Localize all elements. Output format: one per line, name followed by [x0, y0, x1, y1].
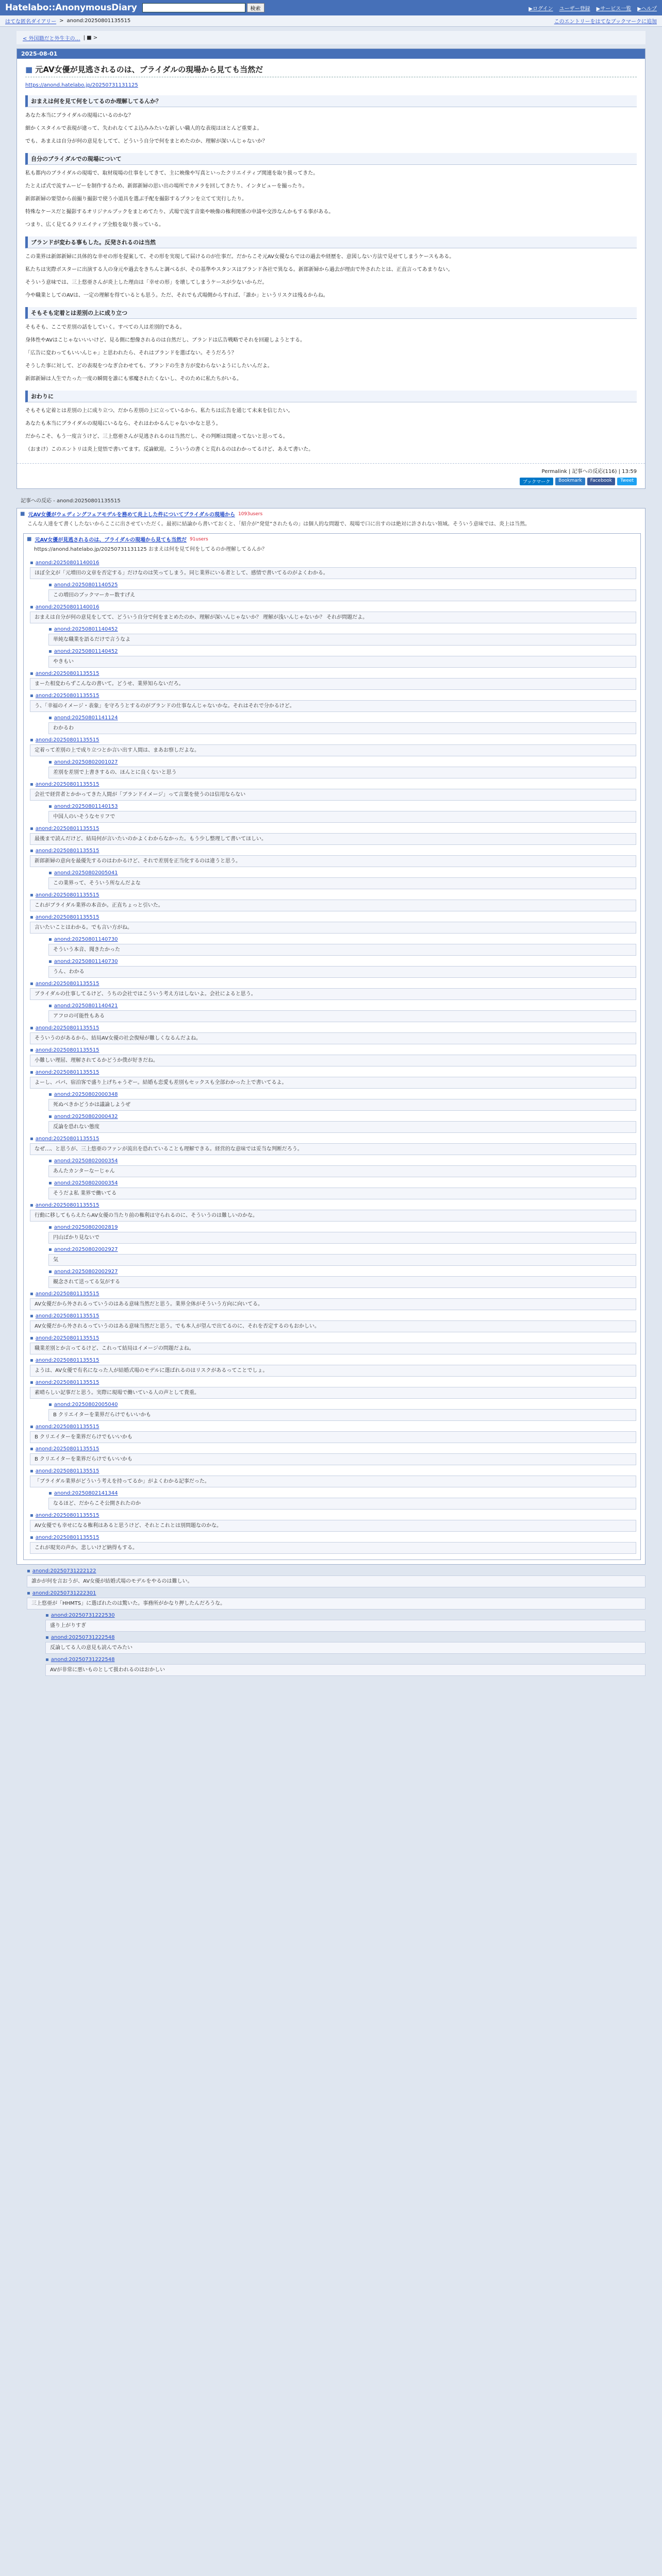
share-tweet-button[interactable]: Tweet	[617, 478, 637, 485]
reply-id-row	[30, 603, 636, 611]
reply-id-link[interactable]: ▪ anond:20250801135515	[35, 1358, 100, 1363]
reply	[30, 1422, 636, 1445]
reply-id-row	[30, 558, 636, 567]
section-heading: そもそも定着とは差別の上に成り立つ	[25, 307, 637, 319]
child-reply-text: そうだよ私 業界で働いてる	[48, 1188, 636, 1199]
child-reply-text: 気	[48, 1254, 636, 1266]
share-facebook-button[interactable]: Facebook	[587, 478, 615, 485]
menu-help[interactable]: ▶ヘルプ	[637, 6, 657, 12]
child-reply-id-row	[48, 1223, 636, 1231]
section-paragraph: 新郎新婦は人生でたった一度の瞬間を誰にも邪魔されたくないし、そのために私たちがいる。	[25, 376, 242, 382]
reply-text: 言いたいことはわかる。でも言い方がね。	[30, 922, 636, 934]
reply-id-row	[30, 1467, 636, 1475]
reply-id-link[interactable]: ▪ anond:20250731222122	[32, 1568, 96, 1574]
child-reply-text: この増田のブックマーカー数すげえ	[48, 589, 636, 601]
reply-id-link[interactable]: ▪ anond:20250801135515	[35, 1070, 100, 1075]
section-paragraph: 「広告に変わってもいいんじゃ」と思われたら、それはブランドを選ばない。そうだろう？	[25, 350, 237, 356]
section-paragraph: 私たちは実際ポスターに出演する人の身元や過去をきちんと調べるが、その基準やスタンスはブランド各社で異なる。新郎新婦から過去が理由で外されたとは、正直言ってあまりない。	[25, 267, 453, 273]
reply-id-link[interactable]: ▪ anond:20250801135515	[35, 1424, 100, 1430]
tail-replies	[16, 1567, 646, 1677]
section-heading: おわりに	[25, 391, 637, 402]
child-reply-id-link[interactable]: ▪ anond:20250802005041	[54, 870, 118, 876]
add-bookmark-link[interactable]: このエントリーをはてなブックマークに追加	[554, 19, 657, 25]
child-reply-text: 反論を恐れない態度	[48, 1121, 636, 1133]
reply	[30, 603, 636, 669]
child-reply-text: あんたカンターなーじゃん	[48, 1165, 636, 1177]
child-reply-text: 反論してる人の意見も読んでみたい	[45, 1642, 646, 1654]
reply-text: ブライダルの仕事してるけど、うちの会社ではこういう考え方はしないよ。会社によると思う。	[30, 988, 636, 1000]
reply-id-link[interactable]: ▪ anond:20250801135515	[35, 782, 100, 787]
reply	[30, 1467, 636, 1511]
reply	[30, 979, 636, 1024]
reply-text: おまえは自分が何の意見をしてて、どういう自分で何をまとめたのか、理解が深いんじゃないか？ 理解が浅いんじゃないか？ それが問題だよ。	[30, 612, 636, 623]
reply-id-row	[27, 1567, 646, 1575]
reply-id-link[interactable]: ▪ anond:20250801135515	[35, 1313, 100, 1319]
response-thread	[16, 508, 646, 1681]
child-reply	[48, 1267, 636, 1290]
bullet-icon: ■	[20, 511, 25, 517]
pager-sep: | ■ >	[83, 35, 98, 41]
child-reply-id-row	[48, 1400, 636, 1409]
reply	[30, 913, 636, 979]
reply-id-link[interactable]: ▪ anond:20250801135515	[35, 1291, 100, 1297]
reply	[27, 1567, 646, 1589]
child-reply-id-row	[45, 1655, 646, 1664]
reply-text: AV女優だから外されるっていうのはある意味当然だと思う。業界全体がそういう方向に向いてる。	[30, 1298, 636, 1310]
reply	[30, 891, 636, 913]
reply-text: ようは、AV女優で有名になった人が結婚式場のモデルに選ばれるのはリスクがあるってことでしょ。	[30, 1365, 636, 1377]
reply	[30, 1068, 636, 1134]
site-header	[0, 0, 662, 15]
reply-id-link[interactable]: ▪ anond:20250801135515	[35, 1335, 100, 1341]
child-reply-id-row	[48, 714, 636, 722]
child-reply-id-link[interactable]: ▪ anond:20250802002819	[54, 1225, 118, 1230]
section-paragraph: そうした事に対して、どの表現をつなぎ合わせても、ブランドの生き方が変わらないようにしたいんだよ。	[25, 363, 273, 369]
section-paragraph: 特殊なケースだと撮影するオリジナルブックをまとめてたり、式場で流す音楽や映像の権利関係の申請や交渉なんかもする事がある。	[25, 209, 334, 215]
breadcrumb	[0, 15, 662, 27]
child-reply-id-row	[48, 1090, 636, 1098]
reply-text: これがブライダル業界の本音か。正直ちょっと引いた。	[30, 900, 636, 911]
menu-register[interactable]: ユーザー登録	[559, 6, 590, 12]
reply-children	[30, 1157, 636, 1201]
child-reply-id-row	[48, 1157, 636, 1165]
reply-text: 小難しい理屈、理解されてるかどうか僕が好きだね。	[30, 1055, 636, 1066]
reply-id-row	[30, 979, 636, 988]
child-reply-id-link[interactable]: ▪ anond:20250731222548	[51, 1635, 115, 1640]
article-body	[17, 59, 645, 463]
reply-id-row	[30, 891, 636, 899]
child-reply-id-link[interactable]: ▪ anond:20250802141344	[54, 1490, 118, 1496]
root-response	[16, 508, 646, 1565]
reply-id-link[interactable]: ▪ anond:20250801135515	[35, 1025, 100, 1031]
search-button[interactable]: 検索	[247, 3, 264, 12]
child-reply-id-link[interactable]: ▪ anond:20250801140730	[54, 937, 118, 942]
child-reply	[48, 1157, 636, 1179]
child-reply-id-link[interactable]: ▪ anond:20250802000354	[54, 1158, 118, 1164]
child-reply-id-row	[48, 957, 636, 965]
reply-text: 「ブライダル業界がどういう考えを持ってるか」がよくわかる記事だった。	[30, 1476, 636, 1487]
child-reply-text: この業界って、そういう所なんだよな	[48, 877, 636, 889]
child-reply	[48, 758, 636, 780]
child-reply-id-row	[48, 802, 636, 810]
reply-children	[30, 935, 636, 979]
child-reply-text: 単純な職業を語るだけで言うなよ	[48, 634, 636, 646]
child-reply-id-link[interactable]: ▪ anond:20250801140153	[54, 804, 118, 809]
reply-id-row	[30, 736, 636, 744]
reply-id-link[interactable]: ▪ anond:20250801135515	[35, 671, 100, 676]
footer-links[interactable]: Permalink | 記事への反応(116) | 13:59	[541, 469, 637, 474]
child-reply-id-link[interactable]: ▪ anond:20250802000354	[54, 1180, 118, 1186]
reply-id-row	[30, 1378, 636, 1386]
reply-id-link[interactable]: ▪ anond:20250801135515	[35, 1202, 100, 1208]
search-input[interactable]	[142, 3, 245, 12]
section-heading: 自分のブライダルでの現場について	[25, 153, 637, 165]
reply-text: よーし、パパ、宿泊客で盛り上げちゃうぞー。結婚も恋愛も差別もセックスも全部わかった上で書いてるよ。	[30, 1077, 636, 1089]
reply-children	[30, 1489, 636, 1511]
breadcrumb-diary[interactable]: はてな匿名ダイアリー	[5, 19, 57, 25]
reply-id-link[interactable]: ▪ anond:20250731222301	[32, 1590, 96, 1596]
child-reply	[48, 802, 636, 824]
reply	[30, 736, 636, 780]
child-reply-id-link[interactable]: ▪ anond:20250802000432	[54, 1114, 118, 1120]
child-reply	[45, 1655, 646, 1677]
child-reply-id-row	[48, 1267, 636, 1276]
reply-id-row	[30, 1511, 636, 1519]
reply	[30, 1334, 636, 1356]
menu-services[interactable]: ▶サービス一覧	[596, 6, 632, 12]
reply-text: AV女優でも幸せになる権利はあると思うけど、それとこれとは別問題なのかな。	[30, 1520, 636, 1532]
reply	[30, 669, 636, 691]
reply-text: う、「幸福のイメージ・表象」を守ろうとするのがブランドの仕事なんじゃないかな。それはそれで分かるけど。	[30, 700, 636, 712]
child-reply-id-link[interactable]: ▪ anond:20250801140421	[54, 1003, 118, 1009]
section-paragraph: そもそも、ここで差別の話をしていく。すべての人は差別的である。	[25, 325, 185, 330]
reply	[30, 1046, 636, 1068]
reply-id-link[interactable]: ▪ anond:20250801135515	[35, 1513, 100, 1518]
section-paragraph: あなたも本当にブライダルの現場にいるなら、それはわかるんじゃないかなと思う。	[25, 421, 221, 427]
child-reply-text: わかるわ	[48, 722, 636, 734]
reply	[30, 558, 636, 603]
sub-response	[23, 533, 641, 1560]
child-reply	[48, 1245, 636, 1267]
child-reply	[48, 647, 636, 669]
reply-children	[30, 1090, 636, 1134]
child-reply-id-row	[48, 1002, 636, 1010]
reply-id-link[interactable]: ▪ anond:20250801135515	[35, 892, 100, 898]
reply-id-row	[30, 669, 636, 677]
child-reply-text: 差別を差別で上書きするの、ほんとに良くないと思う	[48, 767, 636, 778]
title-mark: ■	[25, 65, 33, 74]
child-reply-text: B クリエイターを業界だらけでもいいかも	[48, 1409, 636, 1421]
references-header: 記事への反応 - anond:20250801135515	[21, 498, 121, 504]
child-reply-id-row	[48, 1179, 636, 1187]
child-reply-id-link[interactable]: ▪ anond:20250801141124	[54, 715, 118, 721]
section-paragraph: だからこそ、もう一度言うけど、三上悠亜さんが見逃されるのは当然だし、その判断は間違ってないと思ってる。	[25, 434, 288, 439]
child-reply-id-link[interactable]: ▪ anond:20250802005040	[54, 1402, 118, 1408]
child-reply	[48, 581, 636, 603]
child-reply	[48, 935, 636, 957]
reply-id-link[interactable]: ▪ anond:20250801135515	[35, 1468, 100, 1474]
root-response-head	[17, 509, 645, 519]
reply-id-link[interactable]: ▪ anond:20250801135515	[35, 1535, 100, 1540]
section-paragraph: そもそも定着とは差別の上に成り立つ、だから差別の上に立っているから、私たちは広告を通じて未来を信じたい。	[25, 408, 293, 414]
child-reply-text: 円山ばかり見ないで	[48, 1232, 636, 1244]
child-reply-id-row	[48, 1489, 636, 1497]
reply-text: そういうのがあるから、結局AV女優の社会復帰が難しくなるんだよね。	[30, 1032, 636, 1044]
child-reply-text: 死ぬべきかどうかは議論しようぜ	[48, 1099, 636, 1111]
reply-children	[30, 581, 636, 603]
section-paragraph: でも、あまえは自分が何の意見をしてて、どういう自分で何をまとめたのか、理解が深いんじゃないか？	[25, 139, 268, 144]
section-paragraph: 今や職業としてのAVは、一定の理解を得ているとも思う。ただ、それでも式場側からすれば、「誰か」というリスクは残るからね。	[25, 293, 328, 298]
reply	[30, 1024, 636, 1046]
child-reply-id-row	[48, 1245, 636, 1253]
article-date: 2025-08-01	[17, 49, 645, 59]
child-reply-id-link[interactable]: ▪ anond:20250731222548	[51, 1657, 115, 1663]
reply-text: なぜ…、と思うが、三上悠亜のファンが流出を恐れていることも理解できる。経営的な意味では妥当な判断だろう。	[30, 1143, 636, 1155]
reply	[30, 824, 636, 846]
reply-id-row	[30, 824, 636, 833]
child-reply-id-row	[48, 647, 636, 655]
child-reply	[48, 1112, 636, 1134]
child-reply-id-link[interactable]: ▪ anond:20250801140730	[54, 959, 118, 964]
child-reply	[45, 1611, 646, 1633]
reply-text: 誰かが何を言おうが、AV女優が結婚式場のモデルをやるのは難しい。	[27, 1575, 646, 1587]
reply-children	[30, 1223, 636, 1290]
reply-id-row	[30, 1312, 636, 1320]
article-url[interactable]: https://anond.hatelabo.jp/20250731131125	[25, 82, 138, 88]
reply-id-row	[30, 1356, 636, 1364]
reply	[30, 691, 636, 736]
child-reply	[48, 957, 636, 979]
sub-response-text: https://anond.hatelabo.jp/20250731131125 おまえは何を見て何をしてるのか理解してるんか？	[34, 547, 267, 552]
reply-id-link[interactable]: ▪ anond:20250801135515	[35, 737, 100, 743]
reply	[30, 1511, 636, 1533]
reply	[30, 1201, 636, 1290]
child-reply-text: 観念されて送ってる気がする	[48, 1276, 636, 1288]
section-paragraph: この業界は新郎新婦に具体的な幸せの形を提案して、その形を実現して届けるのが仕事だ。だからこそ元AV女優ならではの過去や経歴を、意図しない方法で見せてしまうケースもある。	[25, 254, 455, 260]
child-reply-id-link[interactable]: ▪ anond:20250802000348	[54, 1092, 118, 1097]
reply-id-link[interactable]: ▪ anond:20250801135515	[35, 1047, 100, 1053]
reply-children	[30, 758, 636, 780]
root-users-badge[interactable]: 1093users	[238, 511, 263, 517]
reply-id-row	[30, 1068, 636, 1076]
section-heading: ブランドが変わる事もした。反発されるのは当然	[25, 236, 637, 248]
child-reply-text: そういう本音、聞きたかった	[48, 944, 636, 956]
reply-id-link[interactable]: ▪ anond:20250801135515	[35, 914, 100, 920]
child-reply-id-row	[45, 1633, 646, 1641]
reply-id-link[interactable]: ▪ anond:20250801135515	[35, 1380, 100, 1385]
reply-children	[30, 625, 636, 669]
reply-children	[27, 1611, 646, 1677]
reply	[30, 1290, 636, 1312]
child-reply	[48, 1179, 636, 1201]
search-form	[142, 3, 264, 12]
reply-id-row	[30, 913, 636, 921]
reply	[30, 1134, 636, 1201]
breadcrumb-current: anond:20250801135515	[67, 18, 131, 24]
child-reply-id-link[interactable]: ▪ anond:20250802001027	[54, 759, 118, 765]
header-menu	[528, 4, 657, 12]
child-reply	[48, 1400, 636, 1422]
section-paragraph: 細かくスタイルで表現が違って、失われなくてよ込みみたいな新しい職人的な表現はほとんど重要よ。	[25, 126, 262, 131]
root-response-text: こんな人達をて書くしたないからここに出させていただく。最初に結論から書いておくと、「紹介が”発覚”されたもの」は個人的な問題で、現場で口に出すのは絶対に許されない領域。そういう意味では、炎上は当然。	[27, 521, 530, 527]
section-paragraph: たとえば式で流すムービーを制作するため、新郎新婦の思い出の場所でカメラを回してきたり、インタビューを撮ったり。	[25, 183, 308, 189]
root-response-title[interactable]: 元AV女優がウェディングフェアモデルを務めて炎上した件についてブライダルの現場から	[28, 512, 235, 518]
child-reply-text: なるほど、だからこそ公開されたのか	[48, 1498, 636, 1510]
share-bookmark-button[interactable]: Bookmark	[555, 478, 585, 485]
sub-response-title[interactable]: 元AV女優が見逃されるのは、ブライダルの現場から見ても当然だ	[35, 537, 187, 543]
reply	[30, 1445, 636, 1467]
section-paragraph: つまり、広く見てるクリエイティブ全般を取り扱っている。	[25, 222, 164, 228]
child-reply-id-link[interactable]: ▪ anond:20250731222530	[51, 1613, 115, 1618]
reply-id-link[interactable]: ▪ anond:20250801135515	[35, 693, 100, 699]
reply-id-row	[30, 1533, 636, 1541]
reply-id-row	[30, 1134, 636, 1143]
reply-children	[30, 869, 636, 891]
site-logo[interactable]: Hatelabo::AnonymousDiary	[5, 3, 137, 13]
article	[16, 48, 646, 489]
sub-users-badge[interactable]: 91users	[189, 536, 208, 542]
reply-children	[30, 802, 636, 824]
child-reply-id-row	[48, 1112, 636, 1121]
reply-text: B クリエイターを業界だらけでもいいかも	[30, 1431, 636, 1443]
menu-login[interactable]: ▶ログイン	[528, 6, 553, 12]
reply-children	[30, 1400, 636, 1422]
child-reply-id-row	[48, 625, 636, 633]
child-reply-id-link[interactable]: ▪ anond:20250802002927	[54, 1247, 118, 1252]
reply-id-link[interactable]: ▪ anond:20250801135515	[35, 826, 100, 832]
reply-text: 三上悠亜が「HHMTS」に選ばれたのは驚いた。事務所がかなり押したんだろうな。	[27, 1598, 646, 1609]
reply-id-row	[30, 1201, 636, 1209]
section-paragraph: 身体性やAVはこじゃないいいけど、見る側に想像されるのは自然だし、ブランドは広告戦略でそれを回避しようとする。	[25, 337, 306, 343]
reply-text: 行動に移してもらえたらAV女優の当たり前の権利は守られるのに、そういうのは難しいのかな。	[30, 1210, 636, 1222]
child-reply-id-link[interactable]: ▪ anond:20250801140452	[54, 626, 118, 632]
reply-id-row	[30, 1445, 636, 1453]
reply-text: B クリエイターを業界だらけでもいいかも	[30, 1453, 636, 1465]
reply-text: AV女優だから外されるっていうのはある意味当然だと思う。でも本人が望んで出てるのに、それを否定するのもおかしい。	[30, 1320, 636, 1332]
reply-id-link[interactable]: ▪ anond:20250801135515	[35, 848, 100, 854]
reply-children	[30, 714, 636, 736]
pager	[16, 31, 646, 44]
child-reply-id-row	[48, 935, 636, 943]
article-sections	[25, 95, 637, 441]
reply-text: 職業差別とか言ってるけど、これって結局はイメージの問題だよね。	[30, 1343, 636, 1354]
child-reply-text: やきもい	[48, 656, 636, 668]
child-reply-id-row	[48, 758, 636, 766]
reply-children	[30, 1002, 636, 1024]
title-text[interactable]: 元AV女優が見逃されるのは、ブライダルの現場から見ても当然だ	[35, 65, 263, 74]
reply-id-row	[30, 1046, 636, 1054]
child-reply	[48, 1002, 636, 1024]
reply	[30, 846, 636, 891]
reply-text: ほぼ全文が「元増田の文章を否定する」だけなのは笑ってしまう。同じ業界にいる者として、感情で書いてるのがよくわかる。	[30, 567, 636, 579]
sub-response-head	[24, 534, 640, 545]
child-reply	[48, 714, 636, 736]
reply-id-link[interactable]: ▪ anond:20250801135515	[35, 981, 100, 987]
child-reply-text: アフロの可能性もある	[48, 1010, 636, 1022]
reply-id-link[interactable]: ▪ anond:20250801135515	[35, 1136, 100, 1142]
pager-prev[interactable]: < 外国籍だと外生主の…	[23, 36, 80, 42]
reply-id-row	[27, 1589, 646, 1597]
reply	[30, 1378, 636, 1422]
reply-id-row	[30, 1290, 636, 1298]
child-reply-id-row	[48, 869, 636, 877]
reply	[30, 1533, 636, 1555]
reply-id-row	[30, 691, 636, 700]
reply-id-row	[30, 1422, 636, 1431]
reply	[30, 1312, 636, 1334]
child-reply-id-row	[45, 1611, 646, 1619]
reply-text: これが現実の声か。悲しいけど納得もする。	[30, 1542, 636, 1554]
reply-id-row	[30, 780, 636, 788]
child-reply-text: 中国人のいそうなセリフで	[48, 811, 636, 823]
reply-text: まーた相変わらずこんなの書いて。どうせ、業界知らないだろ。	[30, 678, 636, 690]
share-hatena-button[interactable]: ブックマーク	[520, 478, 553, 485]
reply-id-row	[30, 846, 636, 855]
section-paragraph: 私も都内のブライダルの現場で、取材現場の仕事をしてきて、主に映像や写真といったクリエイティブ関連を取り扱ってきた。	[25, 171, 319, 176]
reply-id-link[interactable]: ▪ anond:20250801140016	[35, 560, 100, 566]
reply-id-row	[30, 1024, 636, 1032]
child-reply	[48, 625, 636, 647]
reply-id-link[interactable]: ▪ anond:20250801140016	[35, 604, 100, 610]
reply	[30, 780, 636, 824]
child-reply	[48, 1489, 636, 1511]
child-reply-text: 盛り上がりすぎ	[45, 1620, 646, 1632]
reply-id-link[interactable]: ▪ anond:20250801135515	[35, 1446, 100, 1452]
section-paragraph: そういう意味では、三上悠亜さんが炎上した理由は「幸せの形」を壊してしまうケースが少ないからだ。	[25, 280, 268, 285]
reply	[27, 1589, 646, 1677]
child-reply	[45, 1633, 646, 1655]
share-buttons	[520, 478, 637, 485]
article-title	[25, 64, 637, 77]
main-container	[16, 31, 646, 1681]
bullet-icon: ■	[27, 536, 32, 542]
child-reply-id-row	[48, 581, 636, 589]
section-paragraph: あなた本当にブライダルの現場にいるのかな？	[25, 113, 134, 118]
child-reply-id-link[interactable]: ▪ anond:20250801140525	[54, 582, 118, 588]
article-footer	[17, 463, 645, 488]
child-reply	[48, 1223, 636, 1245]
child-reply-text: AVが非常に悪いものとして扱われるのはおかしい	[45, 1664, 646, 1676]
section-paragraph: 新郎新婦の要望から前撮り撮影で使う小道具を選ぶ手配を撮影するプランを立てて実行したり。	[25, 196, 247, 202]
reply-text: 会社で経営者とかかってきた人間が「ブランドイメージ」って言葉を使うのは信用ならない	[30, 789, 636, 801]
reply-text: 定着って差別の上で成り立つとか言い出す人間は、まあお察しだよな。	[30, 744, 636, 756]
reply-text: 新郎新婦の意向を最優先するのはわかるけど、それで差別を正当化するのは違うと思う。	[30, 855, 636, 867]
child-reply-text: うん、わかる	[48, 966, 636, 978]
section-heading: おまえは何を見て何をしてるのか理解してるんか？	[25, 95, 637, 107]
sub-response-box	[23, 533, 641, 1560]
child-reply	[48, 1090, 636, 1112]
breadcrumb-sep: >	[59, 18, 64, 24]
reply-list	[30, 558, 636, 1555]
closing-para: （おまけ）このエントリは炎上覚悟で書いてます。反論歓迎。こういうの書くと荒れるのはわかってるけど、あえて書いた。	[25, 447, 314, 452]
reply-text: 最後まで読んだけど、結局何が言いたいのかよくわからなかった。もう少し整理して書いてほしい。	[30, 833, 636, 845]
reply-id-row	[30, 1334, 636, 1342]
child-reply-id-link[interactable]: ▪ anond:20250801140452	[54, 649, 118, 654]
reply-text: 素晴らしい記事だと思う。実際に現場で働いている人の声として貴重。	[30, 1387, 636, 1399]
reply	[30, 1356, 636, 1378]
child-reply	[48, 869, 636, 891]
child-reply-id-link[interactable]: ▪ anond:20250802002927	[54, 1269, 118, 1275]
